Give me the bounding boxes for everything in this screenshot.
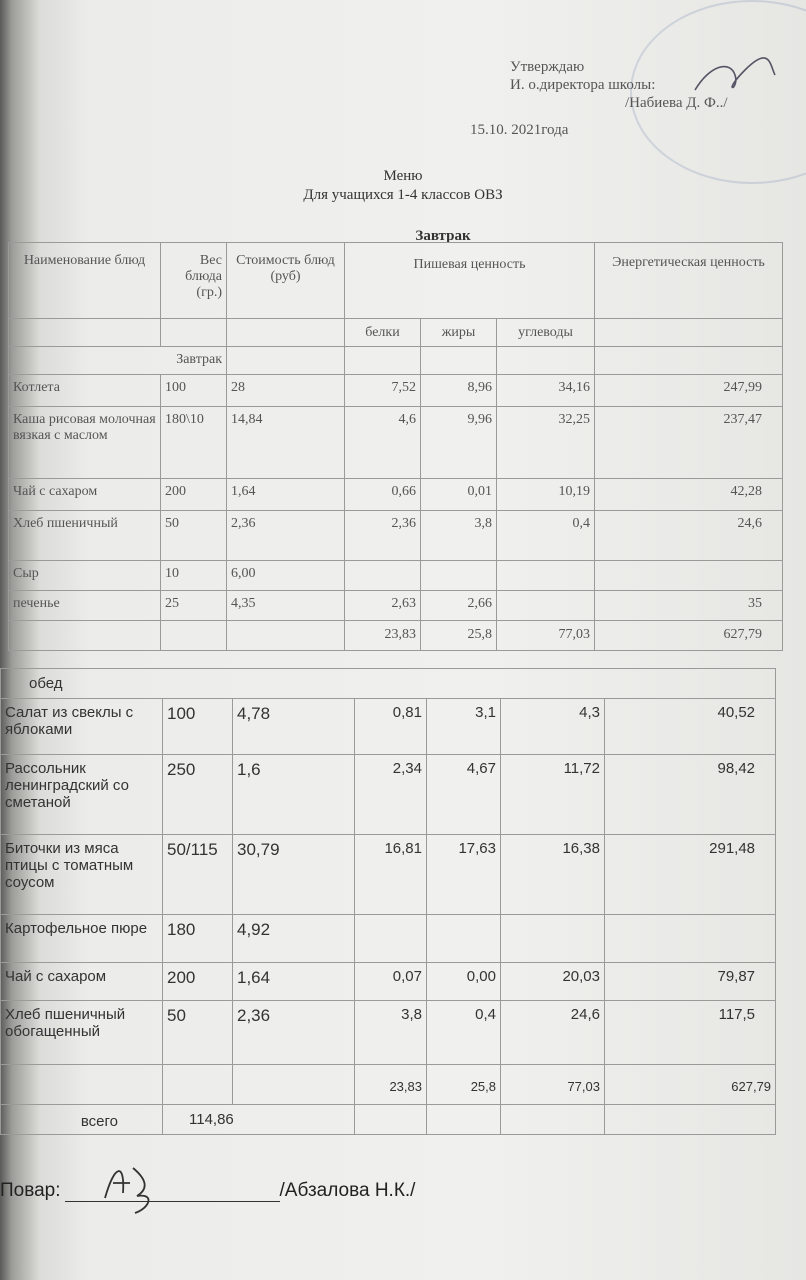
lunch-row — [1, 963, 776, 1001]
lunch-protein-cell: 3,8 — [355, 1001, 427, 1065]
lunch-carbs-cell — [501, 915, 605, 963]
breakfast-carbs-cell — [497, 591, 595, 621]
lunch-weight-cell: 50/115 — [163, 835, 233, 915]
breakfast-fat-cell: 8,96 — [421, 375, 497, 407]
lunch-carbs-cell: 4,3 — [501, 699, 605, 755]
approval-line2: И. о.директора школы: — [510, 77, 656, 93]
breakfast-weight-cell: 25 — [161, 591, 227, 621]
breakfast-row — [9, 591, 783, 621]
lunch-label: обед — [1, 669, 776, 699]
lunch-fat-cell: 0,00 — [427, 963, 501, 1001]
lunch-energy-cell — [605, 915, 776, 963]
breakfast-carbs-cell: 32,25 — [497, 407, 595, 479]
breakfast-weight-cell: 10 — [161, 561, 227, 591]
breakfast-weight-cell: 50 — [161, 511, 227, 561]
breakfast-row — [9, 561, 783, 591]
breakfast-table — [8, 242, 783, 651]
lunch-protein-cell: 2,34 — [355, 755, 427, 835]
lunch-cost-cell: 1,6 — [233, 755, 355, 835]
lunch-protein-cell: 0,07 — [355, 963, 427, 1001]
menu-title: Меню — [383, 168, 423, 184]
lunch-total-fat: 25,8 — [427, 1065, 501, 1105]
header-nutrition: Пишевая ценность — [345, 243, 595, 319]
lunch-carbs-cell: 24,6 — [501, 1001, 605, 1065]
breakfast-name-cell: Котлета — [9, 375, 161, 407]
lunch-name-cell: Биточки из мяса птицы с томатным соусом — [1, 835, 163, 915]
subheader-row — [9, 319, 783, 347]
lunch-total-row — [1, 1065, 776, 1105]
breakfast-row — [9, 375, 783, 407]
lunch-fat-cell: 4,67 — [427, 755, 501, 835]
grand-total-value: 114,86 — [163, 1105, 355, 1135]
breakfast-cost-cell: 14,84 — [227, 407, 345, 479]
header-name: Наименование блюд — [9, 243, 161, 319]
breakfast-cost-cell: 2,36 — [227, 511, 345, 561]
lunch-name-cell: Картофельное пюре — [1, 915, 163, 963]
breakfast-row — [9, 479, 783, 511]
lunch-row — [1, 835, 776, 915]
menu-section: Завтрак — [415, 228, 471, 244]
lunch-weight-cell: 250 — [163, 755, 233, 835]
breakfast-row — [9, 511, 783, 561]
breakfast-carbs-cell: 10,19 — [497, 479, 595, 511]
breakfast-protein-cell: 2,63 — [345, 591, 421, 621]
cook-signature — [95, 1158, 165, 1218]
lunch-cost-cell: 4,78 — [233, 699, 355, 755]
lunch-carbs-cell: 20,03 — [501, 963, 605, 1001]
header-cost: Стоимость блюд (руб) — [227, 243, 345, 319]
lunch-carbs-cell: 16,38 — [501, 835, 605, 915]
header-row — [9, 243, 783, 319]
approval-line3: /Набиева Д. Ф../ — [625, 95, 728, 111]
breakfast-total-fat: 25,8 — [421, 621, 497, 651]
breakfast-label-row — [9, 347, 783, 375]
lunch-energy-cell: 98,42 — [605, 755, 776, 835]
breakfast-carbs-cell: 34,16 — [497, 375, 595, 407]
breakfast-fat-cell: 2,66 — [421, 591, 497, 621]
lunch-name-cell: Салат из свеклы с яблоками — [1, 699, 163, 755]
breakfast-name-cell: Сыр — [9, 561, 161, 591]
lunch-table — [0, 668, 776, 1135]
grand-total-row — [1, 1105, 776, 1135]
breakfast-name-cell: печенье — [9, 591, 161, 621]
lunch-row — [1, 915, 776, 963]
grand-total-label: всего — [1, 1105, 163, 1135]
breakfast-name-cell: Хлеб пшеничный — [9, 511, 161, 561]
breakfast-cost-cell: 28 — [227, 375, 345, 407]
header-fat: жиры — [421, 319, 497, 347]
breakfast-energy-cell — [595, 561, 783, 591]
breakfast-cost-cell: 6,00 — [227, 561, 345, 591]
breakfast-energy-cell: 247,99 — [595, 375, 783, 407]
breakfast-cost-cell: 1,64 — [227, 479, 345, 511]
breakfast-fat-cell: 0,01 — [421, 479, 497, 511]
breakfast-protein-cell: 4,6 — [345, 407, 421, 479]
breakfast-fat-cell — [421, 561, 497, 591]
breakfast-fat-cell: 9,96 — [421, 407, 497, 479]
approval-date: 15.10. 2021года — [470, 122, 569, 138]
lunch-weight-cell: 200 — [163, 963, 233, 1001]
breakfast-energy-cell: 237,47 — [595, 407, 783, 479]
breakfast-total-protein: 23,83 — [345, 621, 421, 651]
breakfast-protein-cell — [345, 561, 421, 591]
lunch-cost-cell: 4,92 — [233, 915, 355, 963]
breakfast-name-cell: Чай с сахаром — [9, 479, 161, 511]
lunch-cost-cell: 2,36 — [233, 1001, 355, 1065]
lunch-energy-cell: 291,48 — [605, 835, 776, 915]
header-protein: белки — [345, 319, 421, 347]
breakfast-protein-cell: 7,52 — [345, 375, 421, 407]
lunch-weight-cell: 50 — [163, 1001, 233, 1065]
lunch-weight-cell: 180 — [163, 915, 233, 963]
lunch-cost-cell: 30,79 — [233, 835, 355, 915]
breakfast-label: Завтрак — [9, 347, 227, 375]
breakfast-weight-cell: 100 — [161, 375, 227, 407]
lunch-total-energy: 627,79 — [605, 1065, 776, 1105]
breakfast-total-energy: 627,79 — [595, 621, 783, 651]
lunch-energy-cell: 79,87 — [605, 963, 776, 1001]
lunch-row — [1, 699, 776, 755]
lunch-protein-cell — [355, 915, 427, 963]
breakfast-total-carbs: 77,03 — [497, 621, 595, 651]
breakfast-carbs-cell — [497, 561, 595, 591]
lunch-energy-cell: 117,5 — [605, 1001, 776, 1065]
lunch-fat-cell: 3,1 — [427, 699, 501, 755]
lunch-protein-cell: 0,81 — [355, 699, 427, 755]
lunch-fat-cell: 0,4 — [427, 1001, 501, 1065]
lunch-row — [1, 755, 776, 835]
lunch-weight-cell: 100 — [163, 699, 233, 755]
lunch-protein-cell: 16,81 — [355, 835, 427, 915]
breakfast-weight-cell: 200 — [161, 479, 227, 511]
breakfast-protein-cell: 0,66 — [345, 479, 421, 511]
lunch-name-cell: Хлеб пшеничный обогащенный — [1, 1001, 163, 1065]
cook-signature-block — [0, 1180, 415, 1202]
cook-name: /Абзалова Н.К./ — [279, 1180, 416, 1201]
lunch-total-protein: 23,83 — [355, 1065, 427, 1105]
lunch-cost-cell: 1,64 — [233, 963, 355, 1001]
lunch-row — [1, 1001, 776, 1065]
lunch-energy-cell: 40,52 — [605, 699, 776, 755]
header-carbs: углеводы — [497, 319, 595, 347]
breakfast-total-row — [9, 621, 783, 651]
lunch-fat-cell — [427, 915, 501, 963]
cook-label: Повар: — [0, 1180, 61, 1201]
lunch-name-cell: Рассольник ленинградский со сметаной — [1, 755, 163, 835]
lunch-total-carbs: 77,03 — [501, 1065, 605, 1105]
breakfast-energy-cell: 24,6 — [595, 511, 783, 561]
breakfast-protein-cell: 2,36 — [345, 511, 421, 561]
approval-line1: Утверждаю — [510, 59, 585, 75]
breakfast-weight-cell: 180\10 — [161, 407, 227, 479]
breakfast-fat-cell: 3,8 — [421, 511, 497, 561]
lunch-name-cell: Чай с сахаром — [1, 963, 163, 1001]
breakfast-carbs-cell: 0,4 — [497, 511, 595, 561]
lunch-fat-cell: 17,63 — [427, 835, 501, 915]
menu-subtitle: Для учащихся 1-4 классов ОВЗ — [303, 187, 503, 203]
breakfast-cost-cell: 4,35 — [227, 591, 345, 621]
breakfast-row — [9, 407, 783, 479]
lunch-label-row — [1, 669, 776, 699]
breakfast-energy-cell: 35 — [595, 591, 783, 621]
director-signature — [690, 55, 780, 105]
breakfast-energy-cell: 42,28 — [595, 479, 783, 511]
breakfast-name-cell: Каша рисовая молочная вязкая с маслом — [9, 407, 161, 479]
header-weight: Вес блюда (гр.) — [161, 243, 227, 319]
lunch-carbs-cell: 11,72 — [501, 755, 605, 835]
header-energy: Энергетическая ценность — [595, 243, 783, 319]
